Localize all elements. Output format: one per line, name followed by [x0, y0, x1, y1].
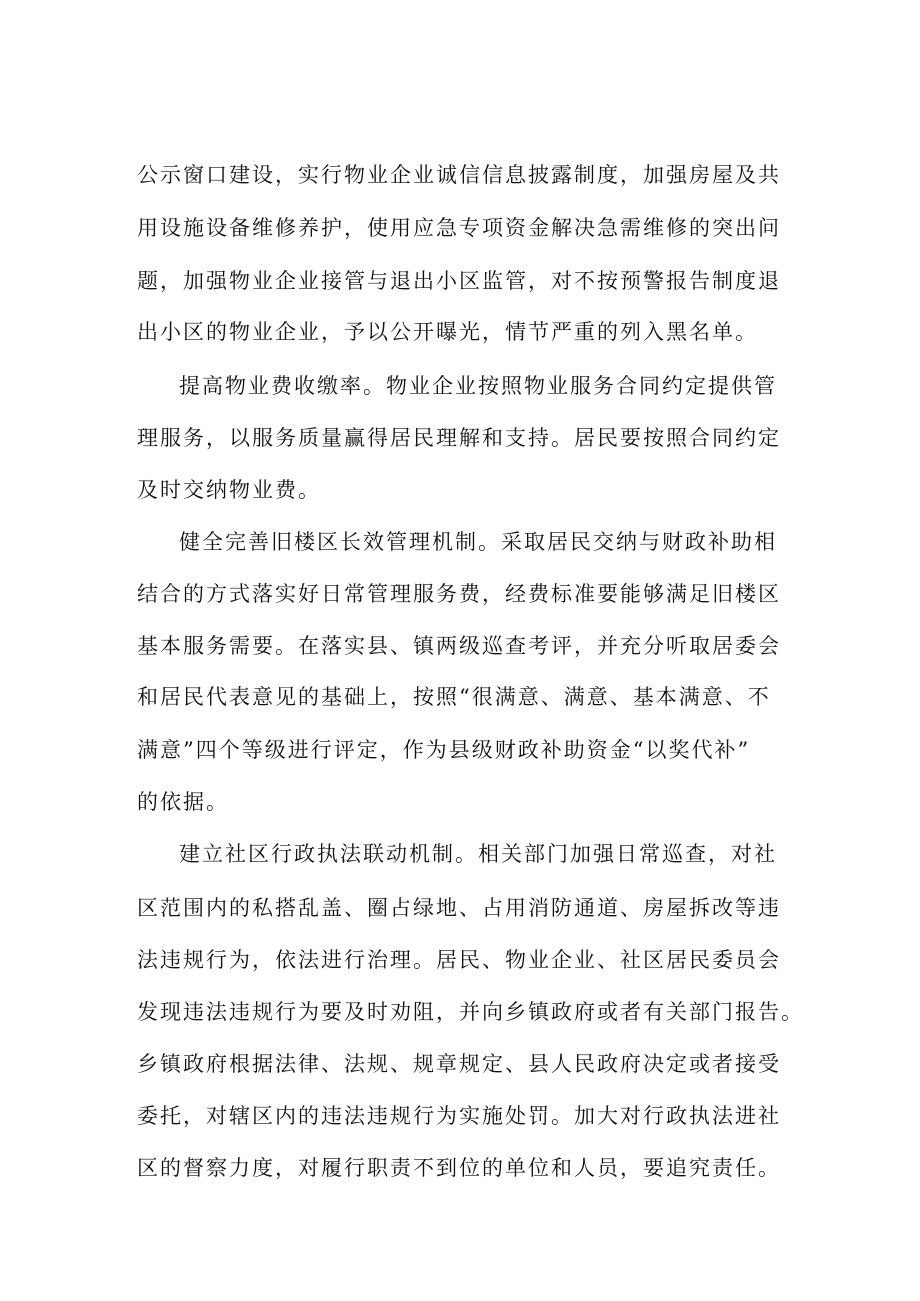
text-line: 满意”四个等级进行评定，作为县级财政补助资金“以奖代补” [137, 738, 751, 762]
paragraph-start-line: 提高物业费收缴率。物业企业按照物业服务合同约定提供管 [179, 374, 777, 398]
text-line: 题，加强物业企业接管与退出小区监管，对不按预警报告制度退 [137, 269, 781, 293]
text-line: 区范围内的私搭乱盖、圈占绿地、占用消防通道、房屋拆改等违 [137, 896, 781, 920]
text-line: 法违规行为，依法进行治理。居民、物业企业、社区居民委员会 [137, 948, 781, 972]
text-line: 结合的方式落实好日常管理服务费，经费标准要能够满足旧楼区 [137, 582, 781, 606]
text-line: 和居民代表意见的基础上，按照“很满意、满意、基本满意、不 [137, 685, 771, 709]
text-line: 基本服务需要。在落实县、镇两级巡查考评，并充分听取居委会 [137, 634, 781, 658]
text-line: 委托，对辖区内的违法违规行为实施处罚。加大对行政执法进社 [137, 1104, 781, 1128]
text-line: 发现违法违规行为要及时劝阻，并向乡镇政府或者有关部门报告。 [137, 1000, 804, 1024]
paragraph-start-line: 建立社区行政执法联动机制。相关部门加强日常巡查，对社 [179, 842, 777, 866]
paragraph-start-line: 健全完善旧楼区长效管理机制。采取居民交纳与财政补助相 [179, 530, 777, 554]
text-line: 的依据。 [137, 790, 229, 814]
text-line: 及时交纳物业费。 [137, 478, 321, 502]
text-line: 出小区的物业企业，予以公开曝光，情节严重的列入黑名单。 [137, 320, 758, 344]
text-line: 乡镇政府根据法律、法规、规章规定、县人民政府决定或者接受 [137, 1052, 781, 1076]
text-line: 区的督察力度，对履行职责不到位的单位和人员，要追究责任。 [137, 1156, 781, 1180]
text-line: 用设施设备维修养护，使用应急专项资金解决急需维修的突出问 [137, 216, 781, 240]
text-line: 公示窗口建设，实行物业企业诚信信息披露制度，加强房屋及共 [137, 163, 781, 187]
text-line: 理服务，以服务质量赢得居民理解和支持。居民要按照合同约定 [137, 426, 781, 450]
